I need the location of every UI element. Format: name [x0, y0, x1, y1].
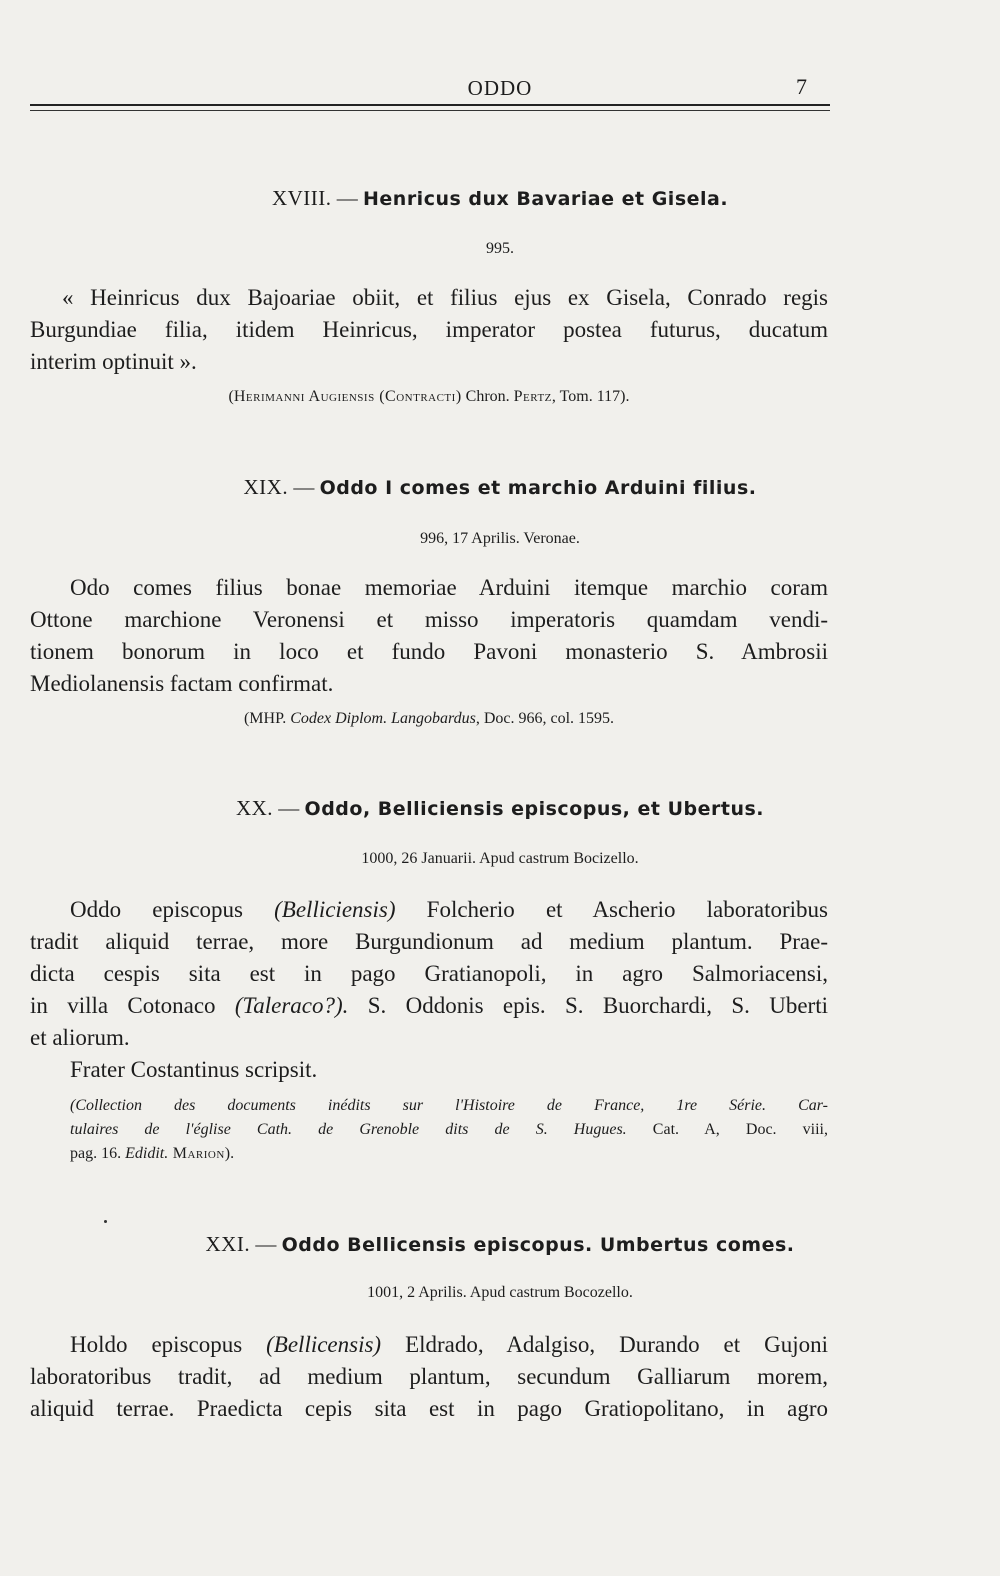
- citation-work: tulaires de l'église Cath. de Grenoble dits de S. Hugues.: [70, 1121, 627, 1138]
- entry-date: 1001, 2 Aprilis. Apud castrum Bocozello.: [367, 1284, 633, 1301]
- text-run-italic: (Belliciensis): [274, 897, 396, 922]
- header-rule-thin: [30, 110, 830, 111]
- entry-title-xxi: [0, 1232, 1000, 1257]
- body-line: « Heinricus dux Bajoariae obiit, et filius ejus ex Gisela, Conrado regis: [62, 285, 828, 310]
- entry-dash: —: [336, 186, 358, 210]
- entry-name: Henricus dux Bavariae et Gisela.: [363, 188, 729, 210]
- entry-dash: —: [293, 475, 315, 499]
- text-run: Folcherio et Ascherio laboratoribus: [395, 897, 828, 922]
- entry-dash: —: [255, 1232, 277, 1256]
- citation-author: Herimanni Augiensis (Contracti): [233, 388, 462, 405]
- text-run: Oddo episcopus: [70, 897, 275, 922]
- body-line: [30, 1330, 828, 1360]
- citation-work: Codex Diplom. Langobardus: [290, 710, 476, 727]
- entry-date: 995.: [486, 240, 514, 257]
- entry-name: Oddo I comes et marchio Arduini filius.: [319, 477, 757, 499]
- citation-rest: Cat. A, Doc. viii,: [626, 1121, 828, 1138]
- text-run-italic: (Bellicensis): [266, 1332, 382, 1357]
- text-run: in villa Cotonaco: [30, 993, 235, 1018]
- entry-number: XVIII.: [271, 186, 332, 210]
- print-speck: [104, 1220, 107, 1223]
- source-citation-cont: [70, 1119, 828, 1141]
- citation-open: (: [228, 388, 234, 405]
- text-run-italic: (Taleraco?).: [234, 993, 349, 1018]
- citation-rest: , Doc. 966, col. 1595.: [475, 710, 615, 727]
- citation-open: (MHP.: [243, 710, 291, 727]
- body-line: Odo comes filius bonae memoriae Arduini itemque marchio coram: [70, 575, 828, 600]
- body-line: [30, 991, 828, 1021]
- body-line: et aliorum.: [30, 1025, 130, 1050]
- body-line: Mediolanensis factam confirmat.: [30, 671, 334, 696]
- body-line: Ottone marchione Veronensi et misso imperatoris quamdam vendi-: [30, 607, 828, 632]
- body-line: tradit aliquid terrae, more Burgundionum ad medium plantum. Prae-: [30, 929, 828, 954]
- entry-number: XXI.: [205, 1232, 251, 1256]
- body-line: laboratoribus tradit, ad medium plantum, secundum Galliarum morem,: [30, 1364, 828, 1389]
- citation-line: (Collection des documents inédits sur l'Histoire de France, 1re Série. Car-: [70, 1097, 828, 1114]
- body-line: Burgundiae filia, itidem Heinricus, imperator postea futurus, ducatum: [30, 317, 828, 342]
- citation-page: pag. 16.: [70, 1145, 126, 1162]
- entry-number: XX.: [235, 796, 274, 820]
- entry-name: Oddo Bellicensis episcopus. Umbertus comes.: [281, 1234, 795, 1256]
- entry-date: 1000, 26 Januarii. Apud castrum Bocizello.: [361, 850, 639, 867]
- page-number: 7: [796, 74, 807, 99]
- body-line: tionem bonorum in loco et fundo Pavoni monasterio S. Ambrosii: [30, 639, 828, 664]
- source-citation: [30, 386, 828, 408]
- body-line: interim optinuit ».: [30, 349, 197, 374]
- text-run: S. Oddonis epis. S. Buorchardi, S. Uberti: [348, 993, 828, 1018]
- source-citation: [30, 708, 828, 730]
- source-citation: [70, 1095, 828, 1117]
- citation-edidit: Edidit.: [125, 1145, 169, 1162]
- citation-work: Chron.: [461, 388, 514, 405]
- body-line: aliquid terrae. Praedicta cepis sita est in pago Gratiopolitano, in agro: [30, 1396, 828, 1421]
- entry-date: 996, 17 Aprilis. Veronae.: [420, 530, 580, 547]
- entry-name: Oddo, Belliciensis episcopus, et Ubertus.: [304, 798, 765, 820]
- text-run: Holdo episcopus: [70, 1332, 267, 1357]
- entry-title-xx: [0, 796, 1000, 821]
- body-line: dicta cespis sita est in pago Gratianopoli, in agro Salmoriacensi,: [30, 961, 828, 986]
- entry-number: XIX.: [243, 475, 289, 499]
- body-line: [30, 895, 828, 925]
- entry-title-xix: [0, 475, 1000, 500]
- entry-dash: —: [278, 796, 300, 820]
- header-rule: [30, 104, 830, 106]
- citation-rest: , Tom. 117).: [551, 388, 630, 405]
- source-citation-end: [70, 1143, 828, 1165]
- citation-editor: Marion: [168, 1145, 225, 1162]
- body-line: Frater Costantinus scripsit.: [70, 1057, 318, 1082]
- entry-title-xviii: [0, 186, 1000, 211]
- citation-editor: Pertz: [513, 388, 552, 405]
- text-run: Eldrado, Adalgiso, Durando et Gujoni: [381, 1332, 828, 1357]
- citation-line: [70, 1119, 828, 1141]
- running-title: ODDO: [467, 76, 533, 100]
- citation-end: ).: [224, 1145, 235, 1162]
